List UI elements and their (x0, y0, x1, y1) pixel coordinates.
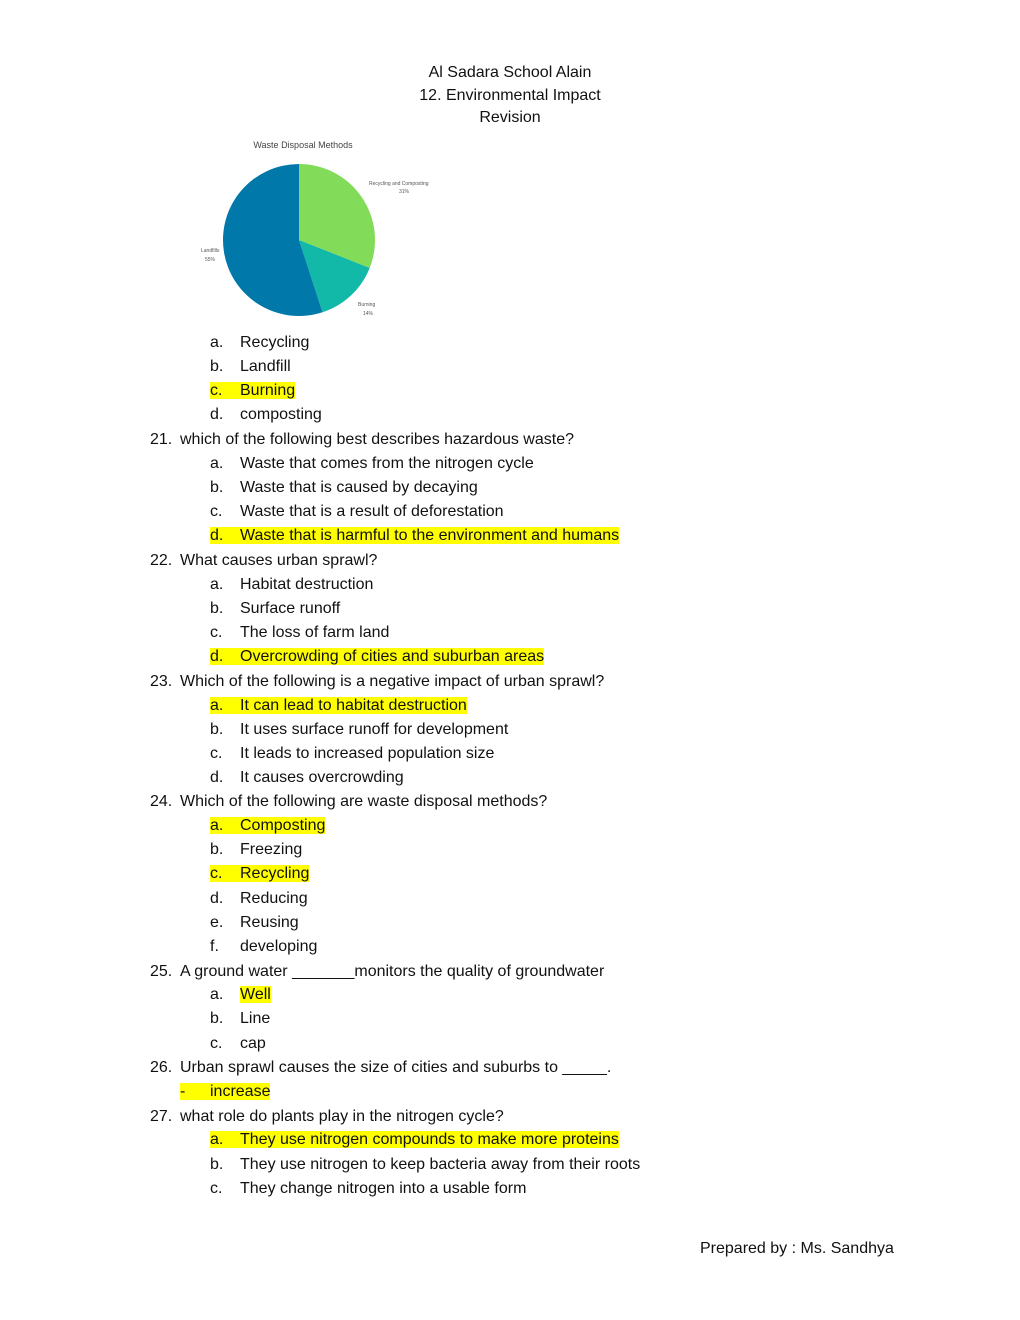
option-text: Waste that comes from the nitrogen cycle (240, 455, 534, 472)
question-number: 23. (150, 673, 173, 690)
option-text: cap (240, 1035, 266, 1052)
option-letter: d. (210, 769, 224, 786)
question-text: which of the following best describes hazardous waste? (180, 431, 574, 448)
option-text: composting (240, 406, 322, 423)
option-letter: c. (210, 1035, 223, 1052)
q24-option-d (210, 889, 308, 909)
q22-option-a (210, 575, 373, 595)
question-text: Which of the following is a negative impact of urban sprawl? (180, 673, 605, 690)
school-name: Al Sadara School Alain (428, 64, 592, 81)
option-letter: c. (210, 624, 223, 641)
q21-option-c (210, 502, 504, 522)
question-text: what role do plants play in the nitrogen cycle? (180, 1108, 504, 1125)
option-letter: b. (210, 841, 224, 858)
q25-option-c (210, 1034, 266, 1054)
q20-option-a (210, 333, 309, 353)
q25-option-a (210, 985, 271, 1005)
q23-option-d (210, 768, 404, 788)
option-letter: c. (210, 865, 223, 882)
page-header (0, 62, 1020, 130)
option-letter: a. (210, 817, 224, 834)
q21-option-b (210, 478, 478, 498)
prepared-by: Prepared by : Ms. Sandhya (700, 1240, 894, 1257)
question-22 (150, 551, 377, 571)
option-letter: a. (210, 576, 224, 593)
option-letter: c. (210, 1180, 223, 1197)
pie-chart-svg (195, 135, 455, 330)
option-text: Overcrowding of cities and suburban areas (240, 648, 545, 665)
q22-option-b (210, 599, 340, 619)
option-text: They use nitrogen to keep bacteria away from their roots (240, 1156, 641, 1173)
option-letter: b. (210, 1156, 224, 1173)
answer-marker: - (180, 1083, 186, 1100)
option-text: It causes overcrowding (240, 769, 404, 786)
option-letter: d. (210, 648, 224, 665)
option-letter: d. (210, 527, 224, 544)
option-text: Line (240, 1010, 271, 1027)
slice-label-recycling: Recycling and Composting (369, 181, 429, 187)
option-letter: a. (210, 697, 224, 714)
q23-option-b (210, 720, 508, 740)
option-text: Recycling (240, 865, 310, 882)
q20-option-b (210, 357, 291, 377)
option-letter: c. (210, 382, 223, 399)
q24-option-a (210, 816, 325, 836)
q23-option-c (210, 744, 494, 764)
q22-option-d (210, 647, 544, 667)
option-text: developing (240, 938, 318, 955)
question-number: 25. (150, 963, 173, 980)
q20-option-d (210, 405, 322, 425)
option-letter: b. (210, 600, 224, 617)
option-letter: e. (210, 914, 224, 931)
waste-disposal-pie-chart (195, 135, 455, 330)
option-text: They use nitrogen compounds to make more proteins (240, 1131, 619, 1148)
question-text: What causes urban sprawl? (180, 552, 378, 569)
question-number: 26. (150, 1059, 173, 1076)
option-letter: d. (210, 406, 224, 423)
option-text: Landfill (240, 358, 291, 375)
option-letter: b. (210, 721, 224, 738)
q27-option-b (210, 1155, 640, 1175)
q27-option-a (210, 1130, 619, 1150)
option-text: They change nitrogen into a usable form (240, 1180, 527, 1197)
q26-answer (180, 1082, 270, 1102)
q27-option-c (210, 1179, 526, 1199)
q25-option-b (210, 1009, 270, 1029)
question-number: 24. (150, 793, 173, 810)
q22-option-c (210, 623, 389, 643)
slice-value-landfills: 55% (205, 257, 216, 263)
option-text: It leads to increased population size (240, 745, 495, 762)
option-letter: a. (210, 1131, 224, 1148)
chart-title: Waste Disposal Methods (253, 140, 353, 150)
question-number: 27. (150, 1108, 173, 1125)
question-text: Which of the following are waste disposal methods? (180, 793, 548, 810)
option-text: Reusing (240, 914, 299, 931)
option-text: Waste that is harmful to the environment and humans (240, 527, 620, 544)
slice-value-recycling: 31% (399, 189, 410, 195)
option-text: It uses surface runoff for development (240, 721, 509, 738)
answer-text: increase (210, 1083, 271, 1100)
option-letter: b. (210, 479, 224, 496)
option-letter: f. (210, 938, 219, 955)
option-letter: a. (210, 455, 224, 472)
slice-value-burning: 14% (363, 311, 374, 317)
option-text: Habitat destruction (240, 576, 374, 593)
question-number: 21. (150, 431, 173, 448)
slice-label-burning: Burning (358, 302, 376, 308)
option-letter: a. (210, 334, 224, 351)
q23-option-a (210, 696, 467, 716)
option-letter: c. (210, 745, 223, 762)
option-text: The loss of farm land (240, 624, 390, 641)
option-text: Recycling (240, 334, 310, 351)
q24-option-f (210, 937, 317, 957)
question-24 (150, 792, 547, 812)
option-text: Freezing (240, 841, 303, 858)
unit-title: 12. Environmental Impact (419, 86, 601, 104)
q24-option-b (210, 840, 302, 860)
q24-option-e (210, 913, 299, 933)
slice-label-landfills: Landfills (201, 248, 220, 254)
document-subtitle: Revision (479, 109, 541, 126)
question-text: A ground water _______monitors the quality of groundwater (180, 963, 605, 980)
option-text: Waste that is caused by decaying (240, 479, 478, 496)
option-text: Burning (240, 382, 296, 399)
option-text: Waste that is a result of deforestation (240, 503, 504, 520)
option-letter: a. (210, 986, 224, 1003)
option-text: It can lead to habitat destruction (240, 697, 467, 714)
q21-option-a (210, 454, 534, 474)
question-text: Urban sprawl causes the size of cities and suburbs to _____. (180, 1059, 612, 1076)
option-letter: d. (210, 890, 224, 907)
option-text: Reducing (240, 890, 308, 907)
option-text: Composting (240, 817, 326, 834)
question-number: 22. (150, 552, 173, 569)
question-26 (150, 1058, 611, 1078)
question-23 (150, 672, 604, 692)
option-letter: c. (210, 503, 223, 520)
q21-option-d (210, 526, 619, 546)
question-27 (150, 1107, 504, 1127)
option-text: Well (240, 986, 271, 1003)
question-21 (150, 430, 574, 450)
option-text: Surface runoff (240, 600, 341, 617)
question-25 (150, 962, 604, 982)
q20-option-c (210, 381, 295, 401)
option-letter: b. (210, 358, 224, 375)
q24-option-c (210, 864, 309, 884)
option-letter: b. (210, 1010, 224, 1027)
